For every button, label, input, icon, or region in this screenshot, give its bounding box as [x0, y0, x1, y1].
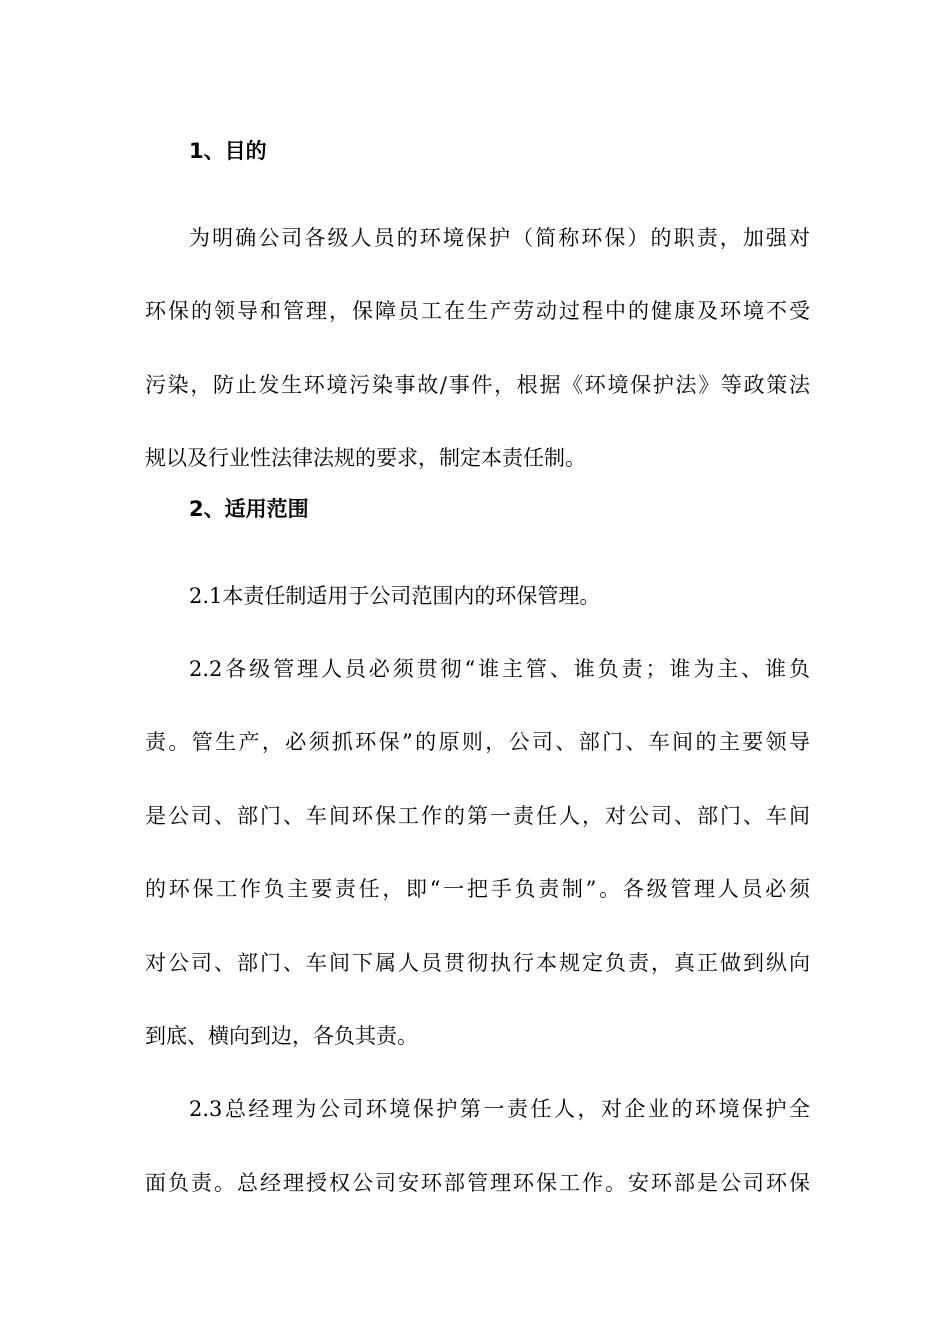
- text-line: 是公司、部门、车间环保工作的第一责任人，对公司、部门、车间: [145, 803, 810, 828]
- section-heading: 2、适用范围: [189, 496, 309, 521]
- text-line: 面负责。总经理授权公司安环部管理环保工作。安环部是公司环保: [145, 1170, 810, 1195]
- text-line: 规以及行业性法律法规的要求，制定本责任制。: [145, 446, 586, 471]
- text-line: 责。管生产，必须抓环保”的原则，公司、部门、车间的主要领导: [145, 730, 810, 755]
- section-purpose: [145, 128, 810, 496]
- document-page: [145, 128, 810, 1220]
- paragraph: [145, 1073, 810, 1220]
- text-line: 的环保工作负主要责任，即“一把手负责制”。各级管理人员必须: [145, 877, 810, 902]
- section-scope: [145, 486, 810, 1221]
- paragraph: [145, 202, 810, 496]
- text-line: 2.1本责任制适用于公司范围内的环保管理。: [189, 583, 601, 608]
- text-line: 为明确公司各级人员的环境保护（简称环保）的职责，加强对: [189, 226, 810, 250]
- text-line: 污染，防止发生环境污染事故/事件，根据《环境保护法》等政策法: [145, 372, 810, 397]
- section-heading: 1、目的: [189, 139, 267, 163]
- paragraph: [145, 560, 810, 633]
- text-line: 到底、横向到边，各负其责。: [145, 1023, 418, 1048]
- text-line: 环保的领导和管理，保障员工在生产劳动过程中的健康及环境不受: [145, 299, 810, 324]
- text-line: 2.2各级管理人员必须贯彻“谁主管、谁负责；谁为主、谁负: [189, 656, 810, 681]
- paragraph: [145, 633, 810, 1073]
- text-line: 2.3总经理为公司环境保护第一责任人，对企业的环境保护全: [189, 1097, 810, 1122]
- text-line: 对公司、部门、车间下属人员贯彻执行本规定负责，真正做到纵向: [145, 950, 810, 975]
